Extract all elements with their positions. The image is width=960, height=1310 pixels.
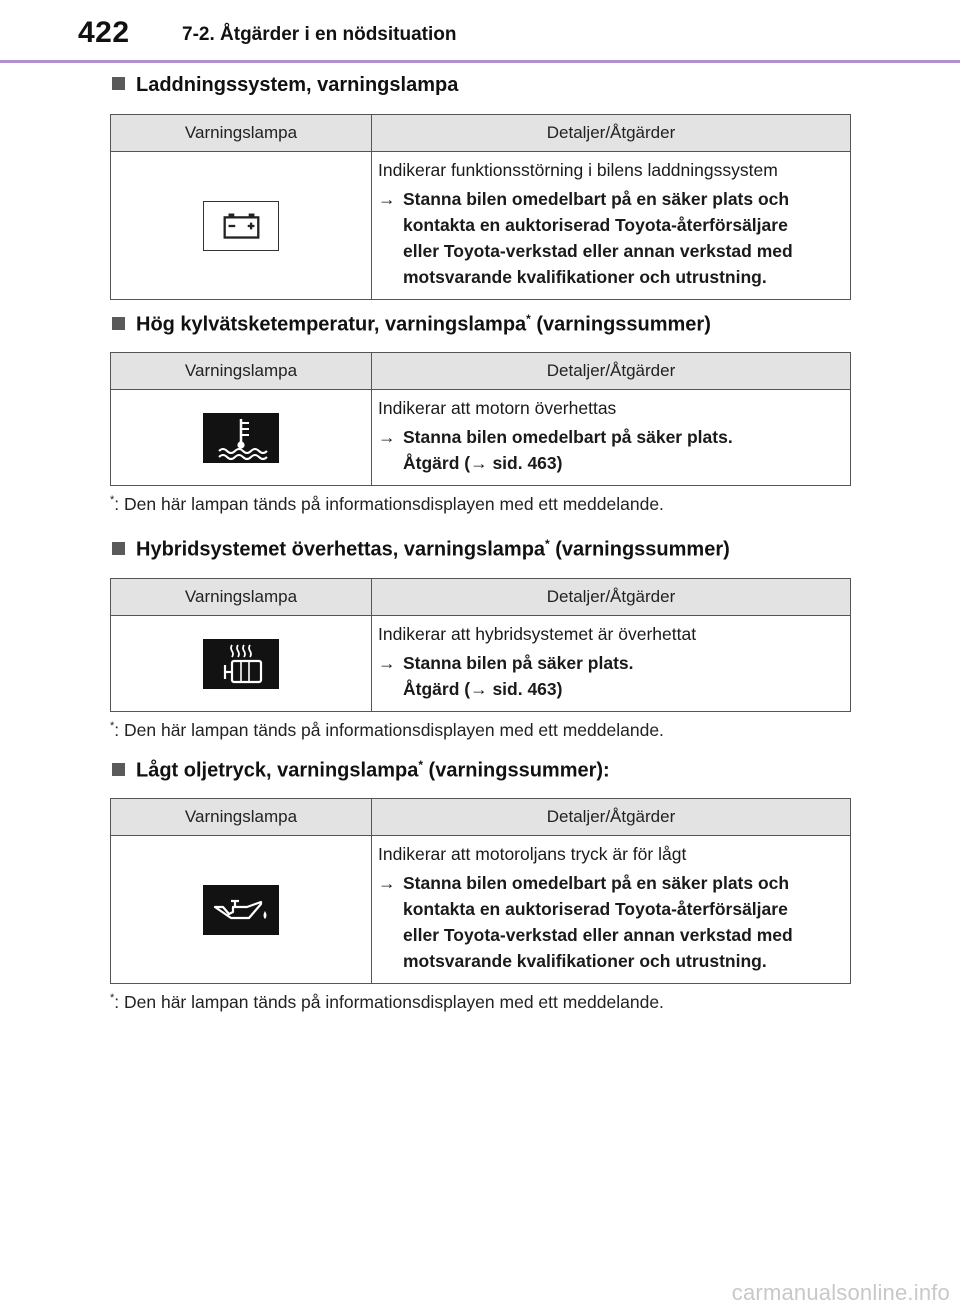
page-reference: Åtgärd (→ sid. 463) bbox=[403, 679, 563, 699]
detail-cell bbox=[372, 152, 851, 300]
icon-cell bbox=[111, 390, 372, 486]
action-instruction: → Stanna bilen på säker plats. Åtgärd (→ sid. 463) bbox=[378, 650, 842, 702]
footnote: *: Den här lampan tänds på informationsdisplayen med ett meddelande. bbox=[110, 720, 664, 740]
hybrid-system-overheat-icon bbox=[203, 639, 279, 689]
arrow-icon: → bbox=[378, 653, 396, 673]
section-title-oil-pressure: Lågt oljetryck, varningslampa* (varningssummer): bbox=[112, 758, 610, 783]
coolant-temperature-icon bbox=[203, 413, 279, 463]
table-header-row bbox=[111, 579, 851, 616]
page-header bbox=[0, 0, 960, 64]
section-bullet-icon bbox=[112, 542, 125, 555]
column-header-warning-light: Varningslampa bbox=[111, 799, 372, 836]
watermark: carmanualsonline.info bbox=[731, 1280, 950, 1305]
column-header-details: Detaljer/Åtgärder bbox=[372, 799, 851, 836]
column-header-warning-light: Varningslampa bbox=[111, 353, 372, 390]
section-title-coolant-temperature: Hög kylvätsketemperatur, varningslampa* (varningssummer) bbox=[112, 312, 711, 337]
action-instruction: → Stanna bilen omedelbart på en säker plats och kontakta en auktoriserad Toyota-återförsäljare eller Toyota-verkstad eller annan verkstad med motsvarande kvalifikationer och utrustning. bbox=[378, 186, 842, 290]
column-header-warning-light: Varningslampa bbox=[111, 115, 372, 152]
warning-description: Indikerar att motorn överhettas bbox=[378, 398, 617, 418]
warning-table-coolant-temperature bbox=[110, 352, 851, 486]
arrow-icon: → bbox=[378, 189, 396, 209]
section-bullet-icon bbox=[112, 77, 125, 90]
battery-icon bbox=[203, 201, 279, 251]
section-title-charging-system: Laddningssystem, varningslampa bbox=[112, 74, 458, 97]
page-number: 422 bbox=[78, 16, 130, 49]
table-row bbox=[111, 152, 851, 300]
oil-pressure-icon bbox=[203, 885, 279, 935]
table-row bbox=[111, 390, 851, 486]
column-header-warning-light: Varningslampa bbox=[111, 579, 372, 616]
icon-cell bbox=[111, 616, 372, 712]
column-header-details: Detaljer/Åtgärder bbox=[372, 353, 851, 390]
table-header-row bbox=[111, 799, 851, 836]
section-title-hybrid-overheat: Hybridsystemet överhettas, varningslampa* (varningssummer) bbox=[112, 537, 730, 562]
arrow-icon: → bbox=[378, 873, 396, 893]
footnote: *: Den här lampan tänds på informationsdisplayen med ett meddelande. bbox=[110, 494, 664, 514]
chapter-title: 7-2. Åtgärder i en nödsituation bbox=[182, 24, 457, 45]
warning-table-oil-pressure bbox=[110, 798, 851, 984]
section-bullet-icon bbox=[112, 763, 125, 776]
section-bullet-icon bbox=[112, 317, 125, 330]
warning-description: Indikerar att motoroljans tryck är för lågt bbox=[378, 844, 687, 864]
warning-description: Indikerar att hybridsystemet är överhettat bbox=[378, 624, 697, 644]
column-header-details: Detaljer/Åtgärder bbox=[372, 579, 851, 616]
action-instruction: → Stanna bilen omedelbart på en säker plats och kontakta en auktoriserad Toyota-återförsäljare eller Toyota-verkstad eller annan verkstad med motsvarande kvalifikationer och utrustning. bbox=[378, 870, 842, 974]
detail-cell bbox=[372, 836, 851, 984]
footnote: *: Den här lampan tänds på informationsdisplayen med ett meddelande. bbox=[110, 992, 664, 1012]
warning-table-hybrid-overheat bbox=[110, 578, 851, 712]
icon-cell bbox=[111, 152, 372, 300]
table-row bbox=[111, 836, 851, 984]
header-divider bbox=[0, 60, 960, 63]
icon-cell bbox=[111, 836, 372, 984]
table-row bbox=[111, 616, 851, 712]
action-instruction: → Stanna bilen omedelbart på säker plats. Åtgärd (→ sid. 463) bbox=[378, 424, 842, 476]
detail-cell bbox=[372, 390, 851, 486]
warning-table-charging-system bbox=[110, 114, 851, 300]
page-reference: Åtgärd (→ sid. 463) bbox=[403, 453, 563, 473]
column-header-details: Detaljer/Åtgärder bbox=[372, 115, 851, 152]
arrow-icon: → bbox=[378, 427, 396, 447]
warning-description: Indikerar funktionsstörning i bilens laddningssystem bbox=[378, 160, 778, 180]
table-header-row bbox=[111, 353, 851, 390]
table-header-row bbox=[111, 115, 851, 152]
detail-cell bbox=[372, 616, 851, 712]
